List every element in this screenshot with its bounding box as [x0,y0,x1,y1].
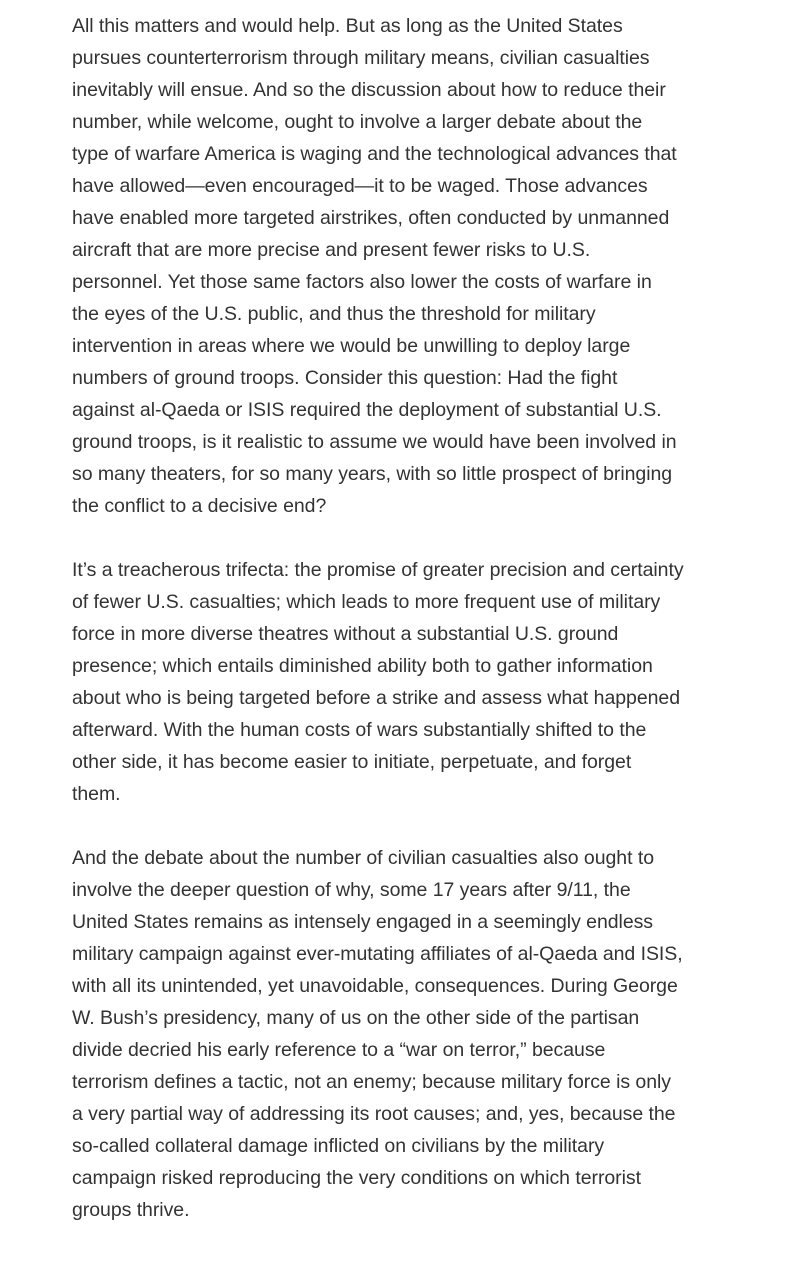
paragraph-3: And the debate about the number of civilian casualties also ought to involve the deeper question of why, some 17 years after 9/11, the United States remains as intensely engaged in a seemingly endless military campaign against ever-mutating affiliates of al-Qaeda and ISIS, with all its unintended, yet unavoidable, consequences. During George W. Bush’s presidency, many of us on the other side of the partisan divide decried his early reference to a “war on terror,” because terrorism defines a tactic, not an enemy; because military force is only a very partial way of addressing its root causes; and, yes, because the so-called collateral damage inflicted on civilians by the military campaign risked reproducing the very conditions on which terrorist groups thrive. [72,847,683,1221]
paragraph-1: All this matters and would help. But as long as the United States pursues counterterrorism through military means, civilian casualties inevitably will ensue. And so the discussion about how to reduce their number, while welcome, ought to involve a larger debate about the type of warfare America is waging and the technological advances that have allowed—even encouraged—it to be waged. Those advances have enabled more targeted airstrikes, often conducted by unmanned aircraft that are more precise and present fewer risks to U.S. personnel. Yet those same factors also lower the costs of warfare in the eyes of the U.S. public, and thus the threshold for military intervention in areas where we would be unwilling to deploy large numbers of ground troops. Consider this question: Had the fight against al-Qaeda or ISIS required the deployment of substantial U.S. ground troops, is it realistic to assume we would have been involved in so many theaters, for so many years, with so little prospect of bringing the conflict to a decisive end? [72,15,677,517]
article-body [72,10,684,1226]
paragraph-2: It’s a treacherous trifecta: the promise of greater precision and certainty of fewer U.S. casualties; which leads to more frequent use of military force in more diverse theatres without a substantial U.S. ground presence; which entails diminished ability both to gather information about who is being targeted before a strike and assess what happened afterward. With the human costs of wars substantially shifted to the other side, it has become easier to initiate, perpetuate, and forget them. [72,559,684,805]
